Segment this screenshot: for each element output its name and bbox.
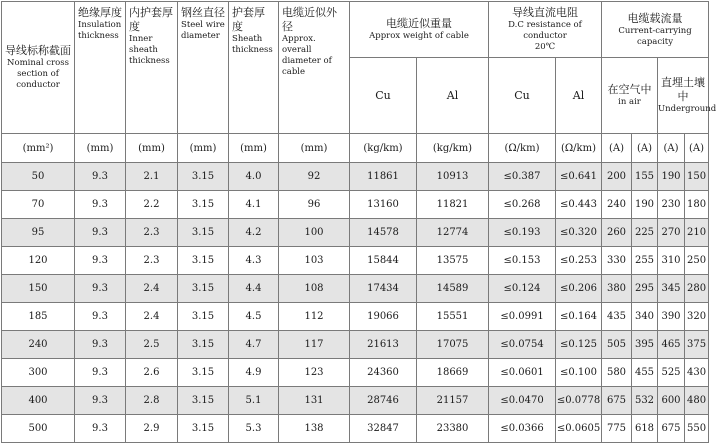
cell-section: 150: [2, 275, 75, 303]
header-weight-en: Approx weight of cable: [369, 31, 469, 41]
cell-current-ground-cu: 345: [658, 275, 685, 303]
cell-current-air-cu: 330: [602, 247, 632, 275]
cell-diameter: 108: [279, 275, 350, 303]
cell-diameter: 123: [279, 359, 350, 387]
header-inner-sheath-cn: 内护套厚度: [129, 6, 173, 33]
cell-current-air-cu: 260: [602, 219, 632, 247]
cell-section: 400: [2, 387, 75, 415]
cell-current-ground-al: 250: [685, 247, 709, 275]
cell-weight-al: 18669: [417, 359, 489, 387]
cell-current-ground-cu: 390: [658, 303, 685, 331]
header-in-air-en: in air: [618, 97, 641, 107]
cell-insulation: 9.3: [75, 303, 126, 331]
cell-current-ground-al: 480: [685, 387, 709, 415]
cell-sheath: 4.7: [229, 331, 279, 359]
header-section-cn: 导线标称截面: [5, 44, 71, 57]
cell-sheath: 5.3: [229, 415, 279, 443]
cell-steel-wire: 3.15: [178, 331, 229, 359]
cell-resistance-cu: ≤0.268: [489, 191, 556, 219]
cell-current-air-cu: 200: [602, 163, 632, 191]
cell-resistance-al: ≤0.164: [556, 303, 602, 331]
cell-current-air-al: 395: [632, 331, 658, 359]
cell-steel-wire: 3.15: [178, 219, 229, 247]
cell-resistance-al: ≤0.641: [556, 163, 602, 191]
header-resistance-al: Al: [556, 58, 602, 134]
header-outer-diameter-en: Approx. overall diameter of cable: [282, 34, 332, 77]
cell-resistance-cu: ≤0.387: [489, 163, 556, 191]
header-resistance: [489, 2, 602, 58]
header-outer-diameter: [279, 2, 350, 134]
header-section: [2, 2, 75, 134]
cell-current-ground-cu: 465: [658, 331, 685, 359]
cell-weight-cu: 17434: [350, 275, 417, 303]
cell-section: 240: [2, 331, 75, 359]
header-insulation: [75, 2, 126, 134]
cell-resistance-cu: ≤0.0991: [489, 303, 556, 331]
cell-weight-cu: 13160: [350, 191, 417, 219]
cell-current-air-cu: 675: [602, 387, 632, 415]
cell-sheath: 5.1: [229, 387, 279, 415]
header-sheath-cn: 护套厚度: [232, 6, 265, 33]
cell-current-air-cu: 505: [602, 331, 632, 359]
cell-resistance-al: ≤0.253: [556, 247, 602, 275]
cell-insulation: 9.3: [75, 387, 126, 415]
table-row: [2, 331, 709, 359]
cell-sheath: 4.0: [229, 163, 279, 191]
cell-resistance-cu: ≤0.0601: [489, 359, 556, 387]
header-in-air: [602, 58, 658, 134]
cell-weight-cu: 11861: [350, 163, 417, 191]
table-row: [2, 219, 709, 247]
header-current-en: Current-carrying capacity: [618, 25, 692, 47]
cell-resistance-al: ≤0.125: [556, 331, 602, 359]
cell-steel-wire: 3.15: [178, 191, 229, 219]
header-inner-sheath-en: Inner sheath thickness: [129, 34, 170, 66]
cell-insulation: 9.3: [75, 191, 126, 219]
cell-insulation: 9.3: [75, 163, 126, 191]
header-resistance-en: D.C resistance of conductor: [508, 20, 582, 41]
header-weight-cn: 电缆近似重量: [386, 17, 452, 30]
cell-resistance-cu: ≤0.0754: [489, 331, 556, 359]
cell-resistance-cu: ≤0.153: [489, 247, 556, 275]
header-resistance-cn: 导线直流电阻: [512, 6, 578, 19]
cell-sheath: 4.9: [229, 359, 279, 387]
cell-current-air-al: 455: [632, 359, 658, 387]
cell-resistance-al: ≤0.0605: [556, 415, 602, 443]
cell-diameter: 131: [279, 387, 350, 415]
cell-section: 50: [2, 163, 75, 191]
header-current-cn: 电缆载流量: [627, 11, 683, 25]
cell-section: 95: [2, 219, 75, 247]
header-sheath: [229, 2, 279, 134]
unit-steel-wire: (mm): [178, 134, 229, 163]
cell-diameter: 138: [279, 415, 350, 443]
cell-weight-cu: 24360: [350, 359, 417, 387]
cell-insulation: 9.3: [75, 219, 126, 247]
cell-steel-wire: 3.15: [178, 163, 229, 191]
cell-diameter: 92: [279, 163, 350, 191]
cell-weight-al: 14589: [417, 275, 489, 303]
header-current: [602, 2, 709, 58]
cell-current-ground-cu: 310: [658, 247, 685, 275]
header-steel-wire: [178, 2, 229, 134]
cell-current-air-al: 295: [632, 275, 658, 303]
cell-section: 120: [2, 247, 75, 275]
cell-current-ground-al: 550: [685, 415, 709, 443]
cell-weight-al: 11821: [417, 191, 489, 219]
header-underground: [658, 58, 716, 134]
cell-inner-sheath: 2.6: [126, 359, 178, 387]
cell-current-air-al: 340: [632, 303, 658, 331]
cell-section: 70: [2, 191, 75, 219]
cell-inner-sheath: 2.5: [126, 331, 178, 359]
cell-current-ground-cu: 190: [658, 163, 685, 191]
table-row: [2, 275, 709, 303]
cell-resistance-al: ≤0.443: [556, 191, 602, 219]
unit-current-air-cu: (A): [602, 134, 632, 163]
table-row: [2, 359, 709, 387]
cell-current-air-cu: 775: [602, 415, 632, 443]
cell-steel-wire: 3.15: [178, 387, 229, 415]
cell-current-ground-al: 210: [685, 219, 709, 247]
cell-current-ground-cu: 525: [658, 359, 685, 387]
unit-resistance-al: (Ω/km): [556, 134, 602, 163]
cell-weight-cu: 19066: [350, 303, 417, 331]
unit-current-ground-al: (A): [685, 134, 709, 163]
table-row: [2, 247, 709, 275]
cell-diameter: 103: [279, 247, 350, 275]
cell-current-air-cu: 435: [602, 303, 632, 331]
unit-weight-al: (kg/km): [417, 134, 489, 163]
cell-resistance-cu: ≤0.124: [489, 275, 556, 303]
cell-current-ground-al: 150: [685, 163, 709, 191]
unit-current-air-al: (A): [632, 134, 658, 163]
cell-inner-sheath: 2.3: [126, 247, 178, 275]
cell-section: 185: [2, 303, 75, 331]
cell-inner-sheath: 2.2: [126, 191, 178, 219]
cell-current-ground-al: 180: [685, 191, 709, 219]
cell-resistance-cu: ≤0.0366: [489, 415, 556, 443]
cell-insulation: 9.3: [75, 415, 126, 443]
cell-current-air-al: 225: [632, 219, 658, 247]
cell-sheath: 4.1: [229, 191, 279, 219]
cell-current-ground-al: 430: [685, 359, 709, 387]
cell-current-ground-cu: 230: [658, 191, 685, 219]
cell-diameter: 96: [279, 191, 350, 219]
header-section-en: Nominal cross section of conductor: [7, 58, 69, 90]
cell-insulation: 9.3: [75, 359, 126, 387]
unit-section: (mm²): [2, 134, 75, 163]
cell-steel-wire: 3.15: [178, 247, 229, 275]
cell-weight-al: 17075: [417, 331, 489, 359]
cell-steel-wire: 3.15: [178, 359, 229, 387]
cell-inner-sheath: 2.8: [126, 387, 178, 415]
cell-sheath: 4.3: [229, 247, 279, 275]
cell-insulation: 9.3: [75, 275, 126, 303]
cell-diameter: 100: [279, 219, 350, 247]
header-weight-al: Al: [417, 58, 489, 134]
cell-current-ground-cu: 675: [658, 415, 685, 443]
cell-sheath: 4.5: [229, 303, 279, 331]
table-row: [2, 191, 709, 219]
cable-spec-table: [1, 1, 716, 443]
cell-current-ground-al: 280: [685, 275, 709, 303]
cell-current-ground-al: 375: [685, 331, 709, 359]
cell-weight-cu: 15844: [350, 247, 417, 275]
cell-current-air-cu: 380: [602, 275, 632, 303]
cell-current-air-al: 255: [632, 247, 658, 275]
cell-weight-al: 10913: [417, 163, 489, 191]
cell-steel-wire: 3.15: [178, 303, 229, 331]
header-outer-diameter-cn: 电缆近似外径: [282, 6, 337, 33]
cell-inner-sheath: 2.4: [126, 275, 178, 303]
cell-weight-cu: 21613: [350, 331, 417, 359]
cell-weight-al: 21157: [417, 387, 489, 415]
cell-steel-wire: 3.15: [178, 415, 229, 443]
cell-section: 300: [2, 359, 75, 387]
unit-weight-cu: (kg/km): [350, 134, 417, 163]
cell-insulation: 9.3: [75, 247, 126, 275]
unit-diameter: (mm): [279, 134, 350, 163]
cell-current-air-cu: 580: [602, 359, 632, 387]
unit-sheath: (mm): [229, 134, 279, 163]
cell-resistance-al: ≤0.206: [556, 275, 602, 303]
cell-steel-wire: 3.15: [178, 275, 229, 303]
unit-inner-sheath: (mm): [126, 134, 178, 163]
cell-insulation: 9.3: [75, 331, 126, 359]
cell-inner-sheath: 2.1: [126, 163, 178, 191]
cell-resistance-al: ≤0.100: [556, 359, 602, 387]
cell-diameter: 112: [279, 303, 350, 331]
header-resistance-cu: Cu: [489, 58, 556, 134]
cell-weight-al: 23380: [417, 415, 489, 443]
cell-current-air-al: 532: [632, 387, 658, 415]
header-underground-cn: 直埋土壤中: [661, 76, 706, 103]
data-body: [2, 163, 709, 443]
cell-sheath: 4.4: [229, 275, 279, 303]
header-underground-en: Underground: [658, 104, 716, 114]
table-row: [2, 163, 709, 191]
header-resistance-temp: 20℃: [534, 42, 556, 52]
table-row: [2, 415, 709, 443]
table-row: [2, 303, 709, 331]
cell-current-ground-cu: 270: [658, 219, 685, 247]
cell-sheath: 4.2: [229, 219, 279, 247]
cell-weight-cu: 14578: [350, 219, 417, 247]
header-weight: [350, 2, 489, 58]
header-weight-cu: Cu: [350, 58, 417, 134]
cell-current-air-al: 618: [632, 415, 658, 443]
cell-resistance-cu: ≤0.0470: [489, 387, 556, 415]
cell-resistance-al: ≤0.0778: [556, 387, 602, 415]
header-sheath-en: Sheath thickness: [232, 34, 273, 55]
cell-weight-al: 13575: [417, 247, 489, 275]
unit-resistance-cu: (Ω/km): [489, 134, 556, 163]
cell-section: 500: [2, 415, 75, 443]
header-steel-wire-cn: 钢丝直径: [181, 6, 225, 19]
cell-resistance-cu: ≤0.193: [489, 219, 556, 247]
cell-current-ground-cu: 600: [658, 387, 685, 415]
header-steel-wire-en: Steel wire diameter: [181, 20, 225, 41]
header-insulation-en: Insulation thickness: [78, 20, 122, 41]
unit-insulation: (mm): [75, 134, 126, 163]
header-in-air-cn: 在空气中: [607, 83, 652, 96]
cell-weight-al: 15551: [417, 303, 489, 331]
cell-weight-al: 12774: [417, 219, 489, 247]
cell-current-air-cu: 240: [602, 191, 632, 219]
unit-current-ground-cu: (A): [658, 134, 685, 163]
cell-inner-sheath: 2.3: [126, 219, 178, 247]
header-insulation-cn: 绝缘厚度: [78, 6, 122, 19]
units-row: [2, 134, 709, 163]
cell-current-air-al: 190: [632, 191, 658, 219]
cell-current-air-al: 155: [632, 163, 658, 191]
cell-weight-cu: 28746: [350, 387, 417, 415]
cell-resistance-al: ≤0.320: [556, 219, 602, 247]
cell-weight-cu: 32847: [350, 415, 417, 443]
cell-diameter: 117: [279, 331, 350, 359]
cell-inner-sheath: 2.9: [126, 415, 178, 443]
cell-inner-sheath: 2.4: [126, 303, 178, 331]
header-inner-sheath: [126, 2, 178, 134]
table-row: [2, 387, 709, 415]
cell-current-ground-al: 320: [685, 303, 709, 331]
